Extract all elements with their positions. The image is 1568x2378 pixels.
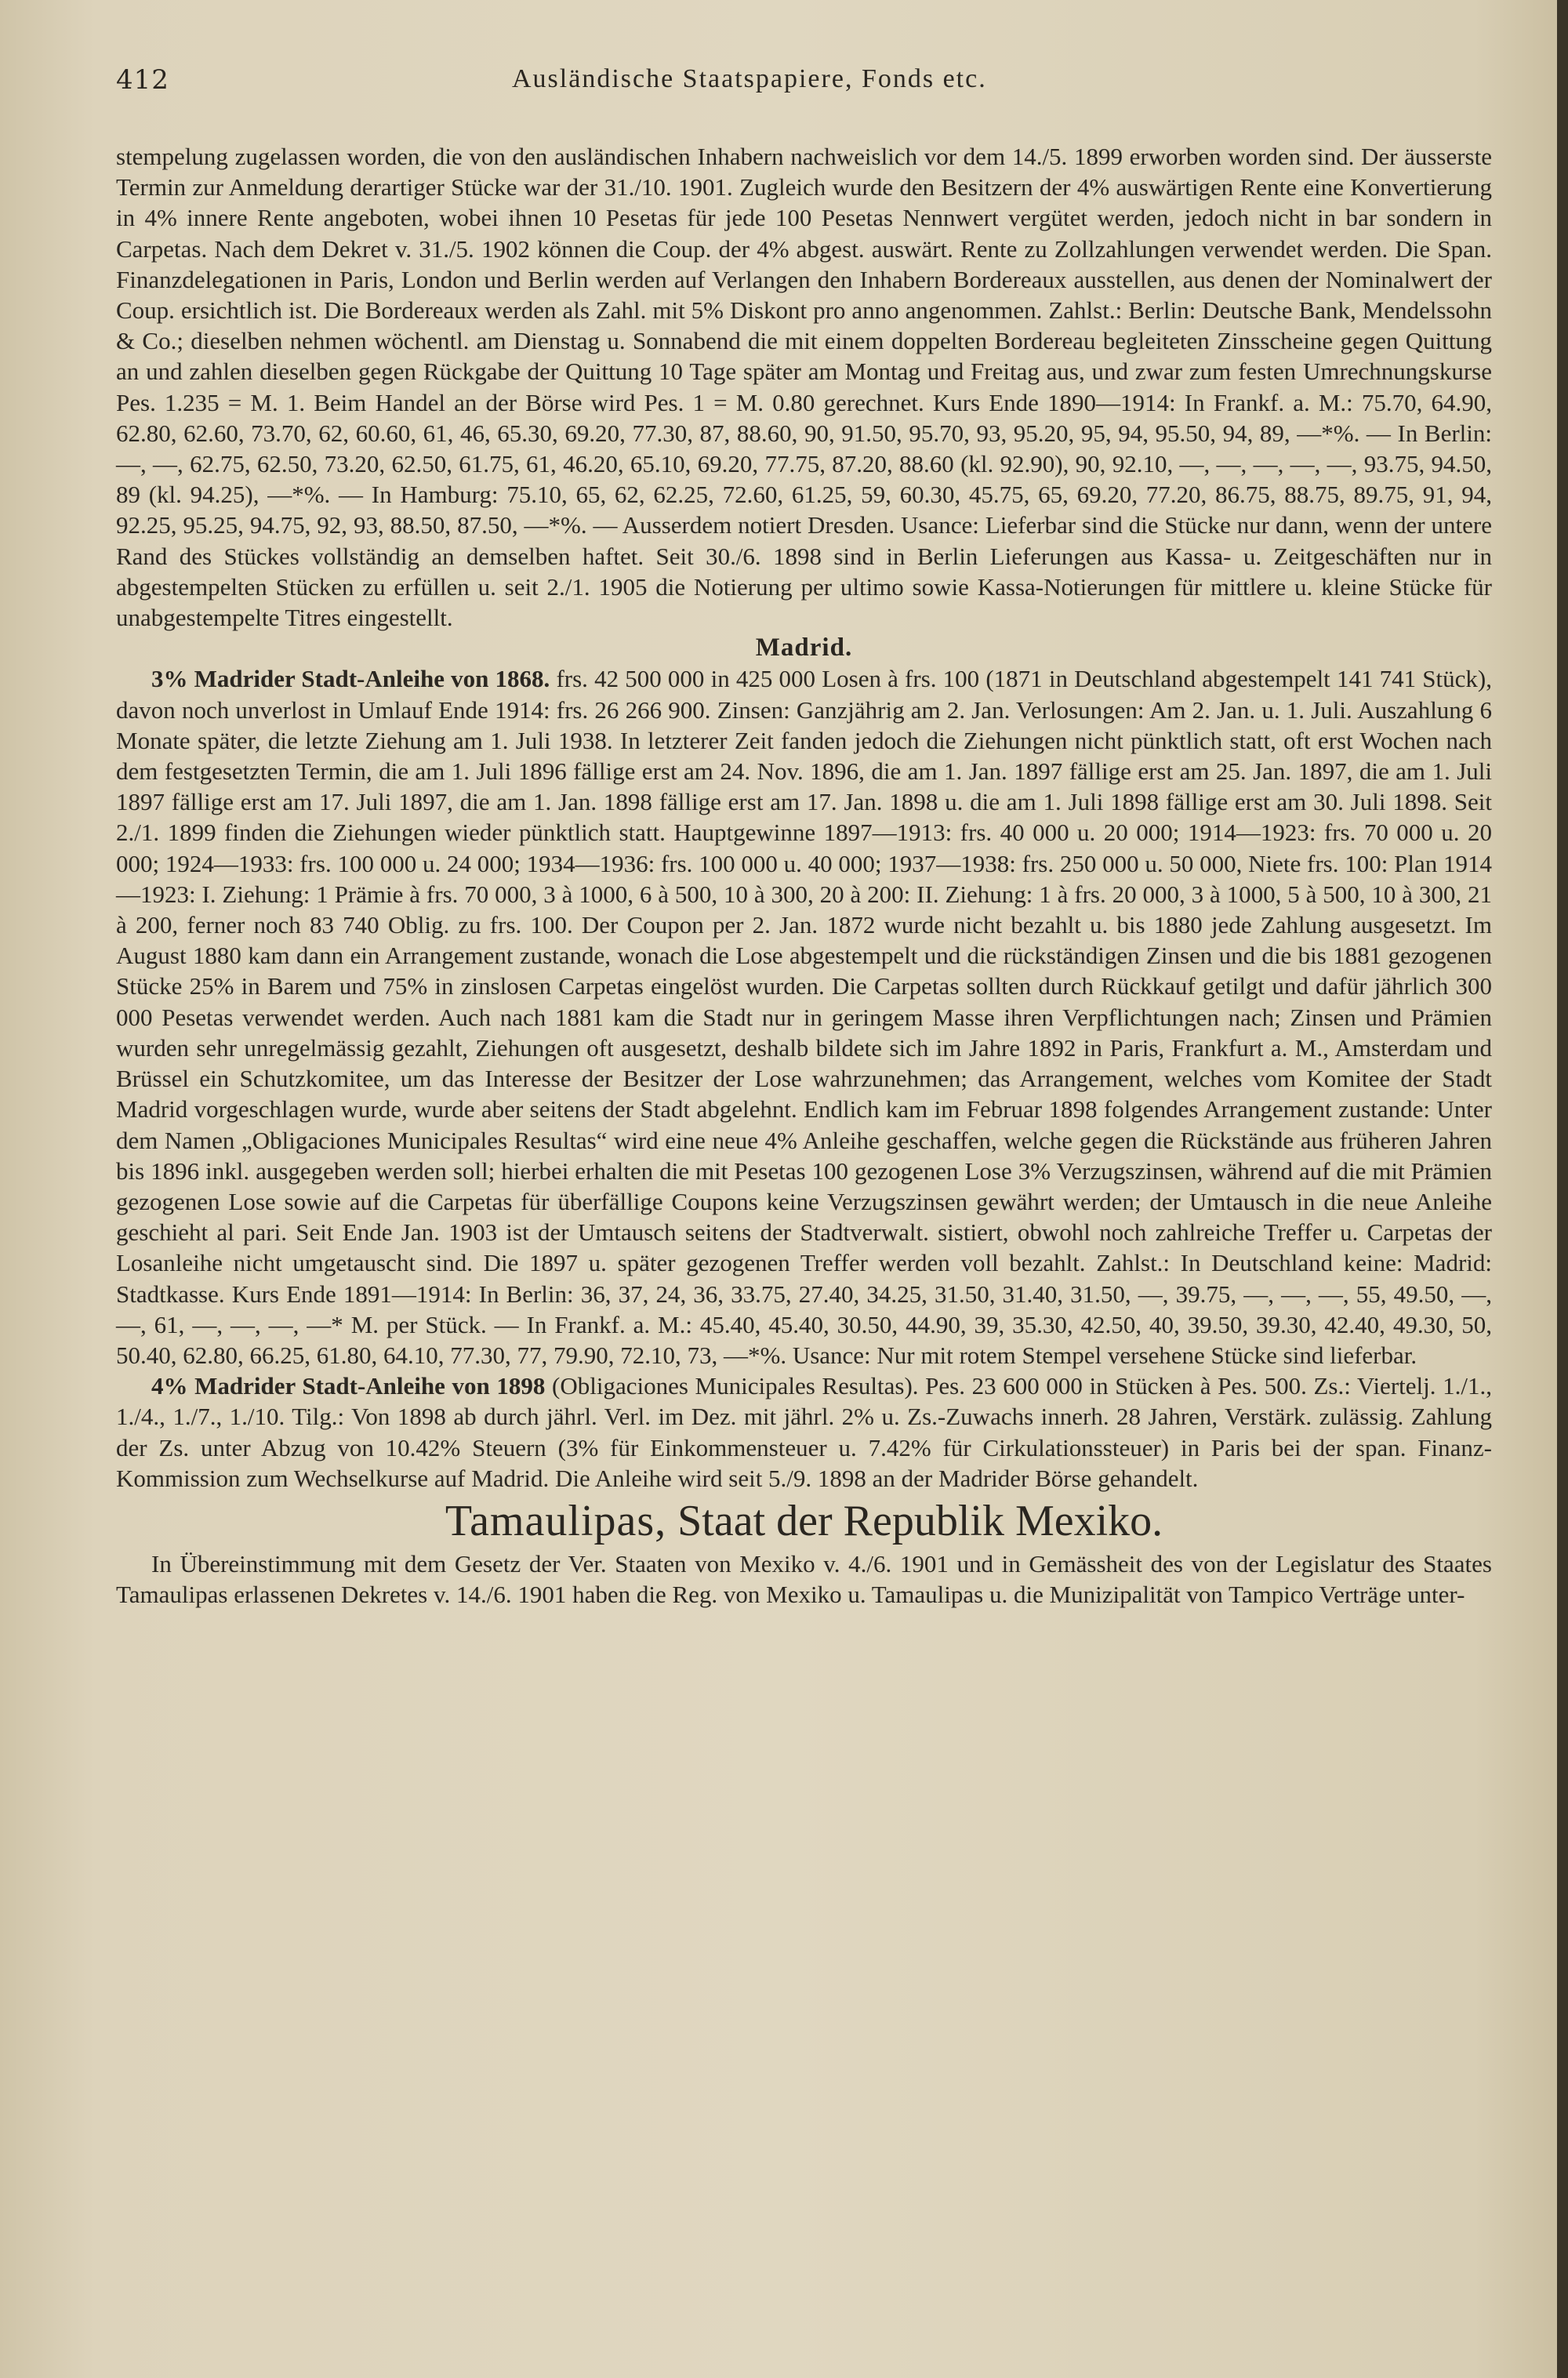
heading-tamaulipas-rest: Staat der Republik Mexiko. <box>666 1496 1163 1545</box>
loan-title-1868: 3% Madrider Stadt-Anleihe von 1868. <box>151 665 550 693</box>
heading-tamaulipas-name: Tamaulipas, <box>445 1496 667 1545</box>
book-spine <box>1557 0 1568 2378</box>
paragraph-madrid-1868 <box>116 663 1492 1371</box>
loan-text-1898: (Obligaciones Municipales Resultas). Pes. 23 600 000 in Stücken à Pes. 500. Zs.: Viertelj. 1./1., 1./4., 1./7., 1./10. Tilg.: Von 1898 ab durch jährl. Verl. im Dez. mit jährl. 2% u. Zs.-Zuwachs innerh. 28 Jahren, Verstärk. zulässig. Zahlung der Zs. unter Abzug von 10.42% Steuern (3% für Einkommensteuer u. 7.42% für Cirkulationssteuer) in Paris bei der span. Finanz-Kommission zum Wechselkurse auf Madrid. Die Anleihe wird seit 5./9. 1898 an der Madrider Börse gehandelt. <box>116 1372 1492 1492</box>
paragraph-madrid-1898 <box>116 1371 1492 1494</box>
paragraph-tamaulipas: In Übereinstimmung mit dem Gesetz der Ver. Staaten von Mexiko v. 4./6. 1901 und in Gemässheit des von der Legislatur des Staates Tamaulipas erlassenen Dekretes v. 14./6. 1901 haben die Reg. von Mexiko u. Tamaulipas u. die Munizipalität von Tampico Verträge unter- <box>116 1549 1492 1609</box>
paragraph-spanish-rente: stempelung zugelassen worden, die von den ausländischen Inhabern nachweislich vor dem 14./5. 1899 erworben worden sind. Der äusserste Termin zur Anmeldung derartiger Stücke war der 31./10. 1901. Zugleich wurde den Besitzern der 4% auswärtigen Rente eine Konvertierung in 4% innere Rente angeboten, wobei ihnen 10 Pesetas für jede 100 Pesetas Nennwert vergütet werden, jedoch nicht in bar sondern in Carpetas. Nach dem Dekret v. 31./5. 1902 können die Coup. der 4% abgest. auswärt. Rente zu Zollzahlungen verwendet werden. Die Span. Finanzdelegationen in Paris, London und Berlin werden auf Verlangen den Inhabern Bordereaux ausstellen, aus denen der Nominalwert der Coup. ersichtlich ist. Die Bordereaux werden als Zahl. mit 5% Diskont pro anno angenommen. Zahlst.: Berlin: Deutsche Bank, Mendelssohn & Co.; dieselben nehmen wöchentl. am Dienstag u. Sonnabend die mit einem doppelten Bordereau begleiteten Zinsscheine gegen Quittung an und zahlen dieselben gegen Rückgabe der Quittung 10 Tage später am Montag und Freitag aus, und zwar zum festen Umrechnungskurse Pes. 1.235 = M. 1. Beim Handel an der Börse wird Pes. 1 = M. 0.80 gerechnet. Kurs Ende 1890—1914: In Frankf. a. M.: 75.70, 64.90, 62.80, 62.60, 73.70, 62, 60.60, 61, 46, 65.30, 69.20, 77.30, 87, 88.60, 90, 91.50, 95.70, 93, 95.20, 95, 94, 95.50, 94, 89, —*%. — In Berlin: —, —, 62.75, 62.50, 73.20, 62.50, 61.75, 61, 46.20, 65.10, 69.20, 77.75, 87.20, 88.60 (kl. 92.90), 90, 92.10, —, —, —, —, —, 93.75, 94.50, 89 (kl. 94.25), —*%. — In Hamburg: 75.10, 65, 62, 62.25, 72.60, 61.25, 59, 60.30, 45.75, 65, 69.20, 77.20, 86.75, 88.75, 89.75, 91, 94, 92.25, 95.25, 94.75, 92, 93, 88.50, 87.50, —*%. — Ausserdem notiert Dresden. Usance: Lieferbar sind die Stücke nur dann, wenn der untere Rand des Stückes vollständig an demselben haftet. Seit 30./6. 1898 sind in Berlin Lieferungen aus Kassa- u. Zeitgeschäften nur in abgestempelten Stücken zu erfüllen u. seit 2./1. 1905 die Notierung per ultimo sowie Kassa-Notierungen für mittlere u. kleine Stücke für unabgestempelte Titres eingestellt. <box>116 143 1492 632</box>
page-body <box>116 141 1492 1610</box>
section-heading-madrid: Madrid. <box>755 634 853 663</box>
page-header <box>116 64 1496 111</box>
page-number: 412 <box>116 64 169 96</box>
section-heading-tamaulipas <box>116 1494 1492 1548</box>
running-title: Ausländische Staatspapiere, Fonds etc. <box>512 64 987 93</box>
loan-title-1898: 4% Madrider Stadt-Anleihe von 1898 <box>151 1372 546 1400</box>
loan-text-1868: frs. 42 500 000 in 425 000 Losen à frs. 100 (1871 in Deutschland abgestempelt 141 741 Stück), davon noch unverlost in Umlauf Ende 1914: frs. 26 266 900. Zinsen: Ganzjährig am 2. Jan. Verlosungen: Am 2. Jan. u. 1. Juli. Auszahlung 6 Monate später, die letzte Ziehung am 1. Juli 1938. In letzterer Zeit fanden jedoch die Ziehungen nicht pünktlich statt, oft erst Wochen nach dem festgesetzten Termin, die am 1. Juli 1896 fällige erst am 24. Nov. 1896, die am 1. Jan. 1897 fällige erst am 25. Jan. 1897, die am 1. Juli 1897 fällige erst am 17. Juli 1897, die am 1. Jan. 1898 fällige erst am 17. Jan. 1898 u. die am 1. Juli 1898 fällige erst am 30. Juli 1898. Seit 2./1. 1899 finden die Ziehungen wieder pünktlich statt. Hauptgewinne 1897—1913: frs. 40 000 u. 20 000; 1914—1923: frs. 70 000 u. 20 000; 1924—1933: frs. 100 000 u. 24 000; 1934—1936: frs. 100 000 u. 40 000; 1937—1938: frs. 250 000 u. 50 000, Niete frs. 100: Plan 1914—1923: I. Ziehung: 1 Prämie à frs. 70 000, 3 à 1000, 6 à 500, 10 à 300, 20 à 200: II. Ziehung: 1 à frs. 20 000, 3 à 1000, 5 à 500, 10 à 300, 21 à 200, ferner noch 83 740 Oblig. zu frs. 100. Der Coupon per 2. Jan. 1872 wurde nicht bezahlt u. bis 1880 jede Zahlung ausgesetzt. Im August 1880 kam dann ein Arrangement zustande, wonach die Lose abgestempelt und die rückständigen Zinsen und die bis 1881 gezogenen Stücke 25% in Barem und 75% in zinslosen Carpetas eingelöst wurden. Die Carpetas sollten durch Rückkauf getilgt und dafür jährlich 300 000 Pesetas verwendet werden. Auch nach 1881 kam die Stadt nur in geringem Masse ihren Verpflichtungen nach; Zinsen und Prämien wurden sehr unregelmässig gezahlt, Ziehungen oft ausgesetzt, deshalb bildete sich im Jahre 1892 in Paris, Frankfurt a. M., Amsterdam und Brüssel ein Schutzkomitee, um das Interesse der Besitzer der Lose wahrzunehmen; das Arrangement, welches vom Komitee der Stadt Madrid vorgeschlagen wurde, wurde aber seitens der Stadt abgelehnt. Endlich kam im Februar 1898 folgendes Arrangement zustande: Unter dem Namen „Obligaciones Municipales Resultas“ wird eine neue 4% Anleihe geschaffen, welche gegen die Rückstände aus früheren Jahren bis 1896 inkl. ausgegeben werden soll; hierbei erhalten die mit Pesetas 100 gezogenen Lose 3% Verzugszinsen, während auf die mit Prämien gezogenen Lose sowie auf die Carpetas für überfällige Coupons keine Verzugszinsen gewährt werden; der Umtausch in die neue Anleihe geschieht al pari. Seit Ende Jan. 1903 ist der Umtausch seitens der Stadtverwalt. sistiert, obwohl noch zahlreiche Treffer u. Carpetas der Losanleihe nicht umgetauscht sind. Die 1897 u. später gezogenen Treffer werden voll bezahlt. Zahlst.: In Deutschland keine: Madrid: Stadtkasse. Kurs Ende 1891—1914: In Berlin: 36, 37, 24, 36, 33.75, 27.40, 34.25, 31.50, 31.40, 31.50, —, 39.75, —, —, —, 55, 49.50, —, —, 61, —, —, —, —* M. per Stück. — In Frankf. a. M.: 45.40, 45.40, 30.50, 44.90, 39, 35.30, 42.50, 40, 39.50, 39.30, 42.40, 49.30, 50, 50.40, 62.80, 66.25, 61.80, 64.10, 77.30, 77, 79.90, 72.10, 73, —*%. Usance: Nur mit rotem Stempel versehene Stücke sind lieferbar. <box>116 665 1492 1369</box>
